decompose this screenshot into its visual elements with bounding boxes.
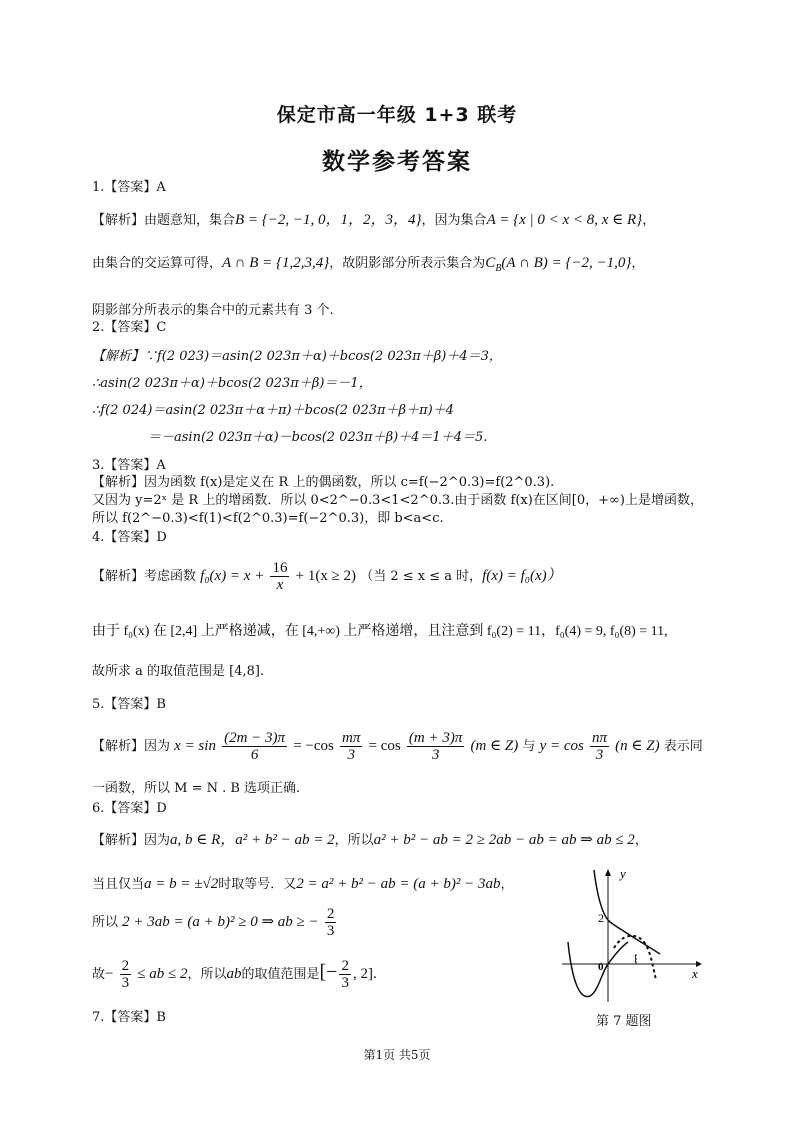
label-x: x	[692, 966, 698, 981]
figure-caption: 第 7 题图	[596, 1014, 652, 1029]
q4-line2: 由于 f₀(x) 在 [2,4] 上严格递减，在 [4,+∞) 上严格递增，且注意到 f₀(2) = 11，f₀(4) = 9, f₀(8) = 11,	[92, 624, 668, 639]
q6-answer: 6.【答案】D	[92, 801, 167, 816]
fraction: $\frac{2}{3}$	[341, 958, 349, 991]
q5-line2: 一函数，所以 M = N . B 选项正确.	[92, 781, 301, 796]
fraction: $\frac{(2m - 3)\pi}{6}$	[224, 730, 286, 763]
q2-line3: ∴f(2 024)＝asin(2 023π＋α＋π)＋bcos(2 023π＋β＋π)＋4	[92, 403, 454, 418]
fraction: $\frac{2}{3}$	[326, 906, 335, 939]
page-footer: 第1页 共5页	[363, 1048, 431, 1062]
q2-line1: 【解析】∵f(2 023)＝asin(2 023π＋α)＋bcos(2 023π＋β)＋4＝3，	[92, 349, 502, 364]
label-two: 2	[598, 911, 604, 925]
q6-line4: 故− $\frac{2}{3}$ ≤ ab ≤ 2，所以ab的取值范围是[− $\frac{2}{3}$ , 2].	[92, 958, 377, 991]
complement-formula: $C_B(A$ ∩ B) = {−2, −1,0}	[485, 255, 632, 274]
q7-answer: 7.【答案】B	[92, 1010, 166, 1025]
q3-line3: 所以 f(2^−0.3)<f(1)<f(2^0.3)=f(−2^0.3)，即 b<a<c.	[92, 511, 444, 526]
q1-analysis-line1: 【解析】由题意知，集合B = {−2, −1, 0，1，2，3，4}，因为集合A = {x | 0 < x < 8, x ∈ R}，	[92, 212, 656, 228]
q6-line2: 当且仅当a = b = ±√2时取等号．又2 = a² + b² − ab = (a + b)² − 3ab，	[92, 876, 514, 892]
set-a: A = {x | 0 < x < 8, x ∈ R}	[486, 212, 643, 228]
q7-figure	[558, 862, 708, 1007]
q2-line4: ＝－asin(2 023π＋α)－bcos(2 023π＋β)＋4＝1＋4＝5.	[148, 430, 488, 445]
q4-line3: 故所求 a 的取值范围是 [4,8].	[92, 664, 265, 679]
q5-line1: 【解析】因为 x = sin $\frac{(2m - 3)\pi}{6}$ = −cos $\frac{m\pi}{3}$ = cos $\frac{(m + 3)\pi}{3}$ (m ∈ Z) 与 y = cos $\frac{n\pi}{3}$ (n ∈ Z) 表示同	[92, 730, 703, 763]
set-b: B = {−2, −1, 0，1，2，3，4}	[235, 212, 422, 228]
q1-answer: 1.【答案】A	[92, 180, 166, 195]
q2-answer: 2.【答案】C	[92, 320, 167, 335]
fraction: $\frac{(m + 3)\pi}{3}$	[408, 730, 463, 763]
label-one: 1	[633, 954, 638, 965]
q3-answer: 3.【答案】A	[92, 458, 166, 473]
y-axis-arrow-icon	[605, 869, 611, 876]
page-subtitle: 数学参考答案	[322, 149, 472, 175]
q1-analysis-line2: 由集合的交运算可得，A ∩ B = {1,2,3,4}，故阴影部分所表示集合为$C_B(A$ ∩ B) = {−2, −1,0}，	[92, 255, 645, 274]
fraction: $\frac{16}{x}$	[272, 560, 288, 593]
intersection-formula: A ∩ B = {1,2,3,4}	[222, 255, 330, 271]
label-origin: 0	[598, 961, 604, 973]
q4-answer: 4.【答案】D	[92, 530, 167, 545]
q4-line1: 【解析】考虑函数 f₀(x) = x + $\frac{16}{x}$ + 1(x ≥ 2) （当 2 ≤ x ≤ a 时，f(x) = f₀(x)）	[92, 560, 562, 593]
q6-line3: 所以 2 + 3ab = (a + b)² ≥ 0 ⇒ ab ≥ − $\frac{2}{3}$	[92, 906, 335, 939]
fraction: $\frac{2}{3}$	[121, 958, 130, 991]
q5-answer: 5.【答案】B	[92, 697, 166, 712]
q3-line2: 又因为 y=2ˣ 是 R 上的增函数．所以 0<2^−0.3<1<2^0.3.由于函数 f(x)在区间[0，+∞)上是增函数，	[92, 493, 703, 508]
q3-line1: 【解析】因为函数 f(x)是定义在 R 上的偶函数，所以 c=f(−2^0.3)=f(2^0.3).	[92, 475, 555, 490]
fraction: $\frac{m\pi}{3}$	[342, 730, 361, 763]
page-title: 保定市高一年级 1+3 联考	[276, 104, 518, 126]
label-y: y	[620, 866, 626, 881]
q6-line1: 【解析】因为a, b ∈ R，a² + b² − ab = 2，所以a² + b² − ab = 2 ≥ 2ab − ab = ab ⇒ ab ≤ 2，	[92, 832, 648, 848]
q1-analysis-line3: 阴影部分所表示的集合中的元素共有 3 个.	[92, 303, 334, 318]
fraction: $\frac{n\pi}{3}$	[591, 730, 607, 763]
q2-line2: ∴asin(2 023π＋α)＋bcos(2 023π＋β)＝－1，	[92, 376, 372, 391]
